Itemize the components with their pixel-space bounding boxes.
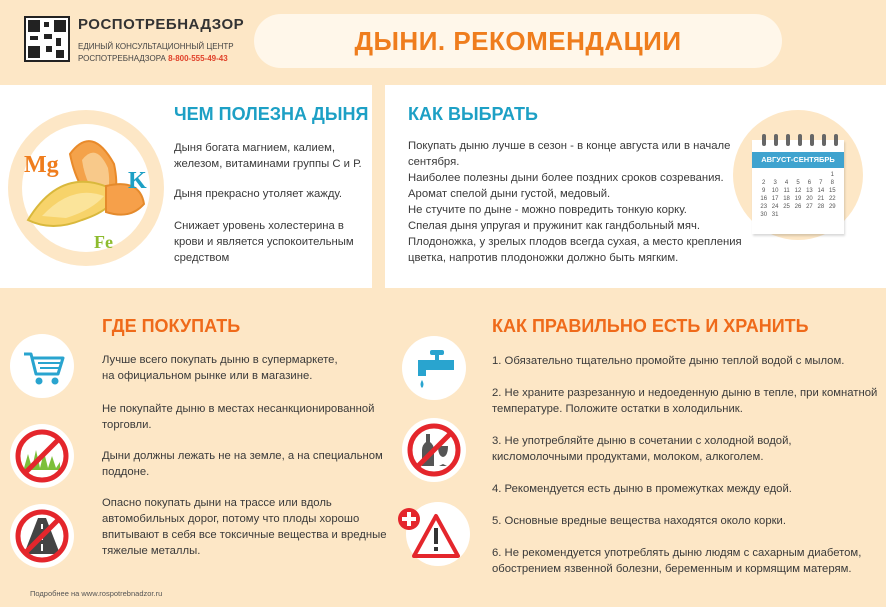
calendar-day: 26 — [794, 204, 802, 210]
footer-link[interactable]: Подробнее на www.rospotrebnadzor.ru — [30, 589, 163, 598]
choose-line: цветка, напротив плодоножки должно быть мягким. — [408, 252, 679, 264]
where-text-3: Дыни должны лежать не на земле, а на специальном поддоне. — [102, 450, 383, 478]
benefits-text-1: Дыня богата магнием, калием, железом, витаминами группы С и Р. — [174, 142, 362, 170]
choose-line: сентября. — [408, 156, 460, 168]
calendar-day: 23 — [760, 204, 768, 210]
calendar-day: 22 — [828, 196, 836, 202]
choose-line: Покупать дыню лучше в сезон - в конце августа или в начале — [408, 140, 731, 152]
calendar-day: 16 — [760, 196, 768, 202]
title-banner — [254, 14, 782, 68]
calendar-label: АВГУСТ-СЕНТЯБРЬ — [752, 152, 844, 168]
where-text-2: Не покупайте дыню в местах несанкционированной торговли. — [102, 403, 375, 431]
calendar-day: 14 — [817, 188, 825, 194]
calendar-day: 7 — [819, 180, 823, 186]
calendar-day: 11 — [783, 188, 790, 194]
phone-number[interactable]: 8-800-555-49-43 — [168, 54, 228, 63]
no-alcohol-icon — [406, 422, 462, 478]
calendar-day: 8 — [830, 180, 834, 186]
calendar-day: 30 — [760, 212, 768, 218]
benefits-text-3: Снижает уровень холестерина в крови и является успокоительным средством — [174, 220, 354, 264]
calendar-day: 3 — [773, 180, 777, 186]
choose-line: Не стучите по дыне - можно повредить тонкую корку. — [408, 204, 687, 216]
eat-item-6: 6. Не рекомендуется употреблять дыню людям с сахарным диабетом, обострением язвенной болезни, беременным и кормящим матерям. — [492, 547, 862, 575]
calendar-day: 12 — [794, 188, 802, 194]
org-subtitle-2: РОСПОТРЕБНАДЗОРА — [78, 54, 166, 63]
eat-item-2: 2. Не храните разрезанную и недоеденную дыню в тепле, при комнатной температуре. Положите остатки в холодильник. — [492, 387, 878, 415]
calendar-day: 6 — [807, 180, 812, 186]
calendar-day: 20 — [806, 196, 813, 202]
calendar-day: 15 — [828, 188, 836, 194]
calendar-day: 9 — [762, 188, 766, 194]
calendar-days — [758, 172, 838, 218]
org-subtitle: ЕДИНЫЙ КОНСУЛЬТАЦИОННЫЙ ЦЕНТР — [78, 42, 234, 51]
page-title: ДЫНИ. РЕКОМЕНДАЦИИ — [354, 26, 682, 56]
org-subtitle-phone — [78, 54, 228, 63]
calendar-day: 31 — [771, 212, 779, 218]
eat-heading: КАК ПРАВИЛЬНО ЕСТЬ И ХРАНИТЬ — [492, 316, 809, 336]
choose-heading: КАК ВЫБРАТЬ — [408, 104, 538, 124]
calendar-day: 5 — [796, 180, 800, 186]
where-heading: ГДЕ ПОКУПАТЬ — [102, 316, 241, 336]
eat-item-5: 5. Основные вредные вещества находятся около корки. — [492, 515, 787, 527]
choose-line: Плодоножка, у зрелых плодов всегда сухая, а место крепления — [408, 236, 742, 248]
no-grass-icon — [14, 428, 70, 484]
calendar-day: 2 — [762, 180, 766, 186]
calendar-day: 21 — [817, 196, 825, 202]
element-mg: Mg — [24, 152, 59, 178]
benefits-heading: ЧЕМ ПОЛЕЗНА ДЫНЯ — [174, 104, 369, 124]
warning-medical-icon — [396, 506, 470, 564]
calendar-day: 19 — [794, 196, 802, 202]
eat-item-1: 1. Обязательно тщательно промойте дыню теплой водой с мылом. — [492, 355, 845, 367]
calendar-day: 13 — [806, 188, 813, 194]
choose-line: Спелая дыня упругая и пружинит как гандбольный мяч. — [408, 220, 700, 232]
calendar-day: 1 — [830, 172, 834, 178]
choose-line: Аромат спелой дыни густой, медовый. — [408, 188, 611, 200]
calendar-day: 24 — [771, 204, 779, 210]
calendar-day: 18 — [783, 196, 790, 202]
eat-item-3: 3. Не употребляйте дыню в сочетании с холодной водой, кисломолочными продуктами, молоком, алкоголем. — [492, 435, 792, 463]
shopping-cart-icon — [22, 348, 66, 388]
calendar-day: 29 — [828, 204, 836, 210]
where-text-4: Опасно покупать дыни на трассе или вдоль автомобильных дорог, потому что плоды хорошо впитывают в себя все токсичные вещества и вредные тяжелые металлы. — [102, 497, 387, 557]
choose-line: Наиболее полезны дыни более поздних сроков созревания. — [408, 172, 724, 184]
eat-item-4: 4. Рекомендуется есть дыню в промежутках между едой. — [492, 483, 792, 495]
element-k: K — [128, 168, 147, 194]
calendar-icon — [752, 140, 844, 234]
calendar-day: 10 — [771, 188, 779, 194]
faucet-icon — [410, 348, 460, 392]
element-fe: Fe — [94, 232, 113, 252]
calendar-day: 27 — [806, 204, 813, 210]
org-name: РОСПОТРЕБНАДЗОР — [78, 16, 245, 33]
choose-text — [408, 138, 742, 266]
calendar-day: 4 — [784, 180, 789, 186]
where-text-1: Лучше всего покупать дыню в супермаркете, на официальном рынке или в магазине. — [102, 354, 338, 382]
no-road-icon — [14, 508, 70, 564]
benefits-text-2: Дыня прекрасно утоляет жажду. — [174, 188, 343, 200]
qr-code — [24, 16, 70, 62]
calendar-day: 28 — [817, 204, 825, 210]
calendar-day: 25 — [783, 204, 790, 210]
calendar-day: 17 — [771, 196, 779, 202]
